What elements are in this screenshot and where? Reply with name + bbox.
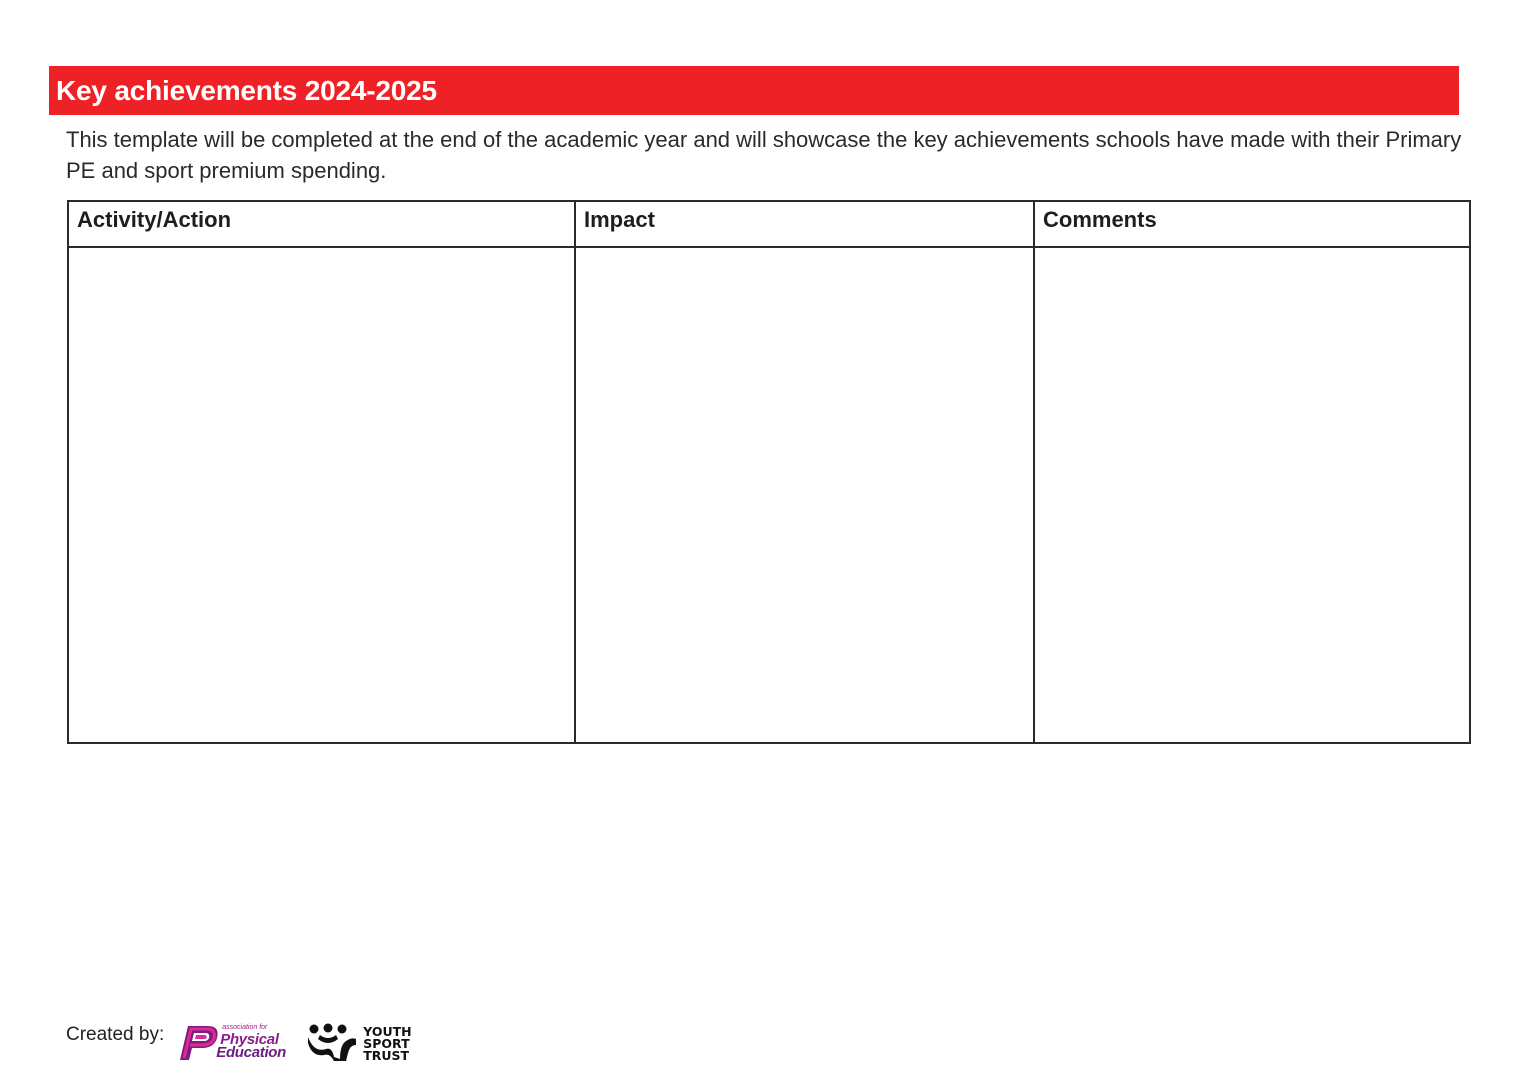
afpe-line2: Education [216, 1044, 287, 1061]
created-by-label: Created by: [66, 1024, 165, 1045]
comments-cell[interactable] [1034, 247, 1470, 743]
column-header-impact: Impact [575, 201, 1034, 247]
section-title: Key achievements 2024-2025 [56, 74, 437, 106]
yst-line1: YOUTH [363, 1024, 412, 1039]
afpe-logo-icon [174, 1022, 222, 1062]
activity-cell[interactable] [68, 247, 575, 743]
column-header-activity: Activity/Action [68, 201, 575, 247]
table-row [68, 247, 1470, 743]
achievements-table [67, 200, 1471, 744]
yst-logo [306, 1020, 416, 1064]
footer [66, 1020, 416, 1068]
yst-wordmark [363, 1026, 411, 1062]
afpe-small-text: association for [222, 1024, 268, 1031]
yst-line2: SPORT [363, 1036, 410, 1051]
afpe-line1: Physical [220, 1031, 279, 1048]
impact-cell[interactable] [575, 247, 1034, 743]
column-header-comments: Comments [1034, 201, 1470, 247]
yst-line3: TRUST [363, 1048, 410, 1063]
afpe-logo [170, 1020, 298, 1064]
section-header-bar [49, 66, 1459, 115]
table-header-row [68, 201, 1470, 247]
intro-paragraph: This template will be completed at the end of the academic year and will showcase the key achievements schools have made with their Primary PE and sport premium spending. [66, 127, 1462, 183]
yst-logo-icon [306, 1023, 360, 1063]
